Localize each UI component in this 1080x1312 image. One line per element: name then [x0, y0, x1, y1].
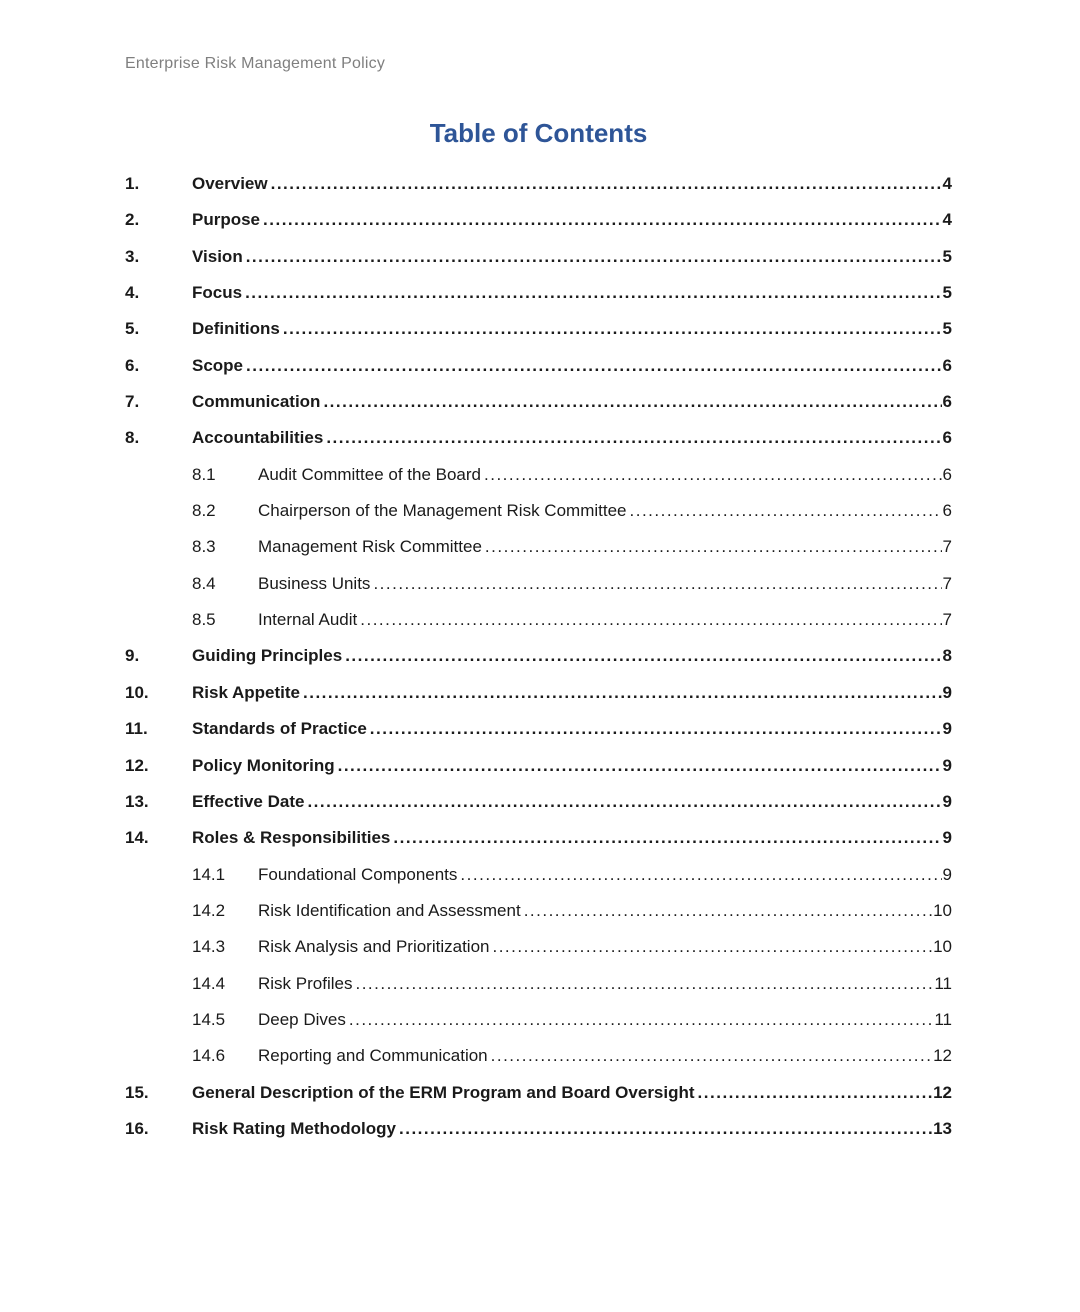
toc-entry-title: Communication: [192, 392, 321, 412]
toc-entry-number: 8.3: [192, 537, 216, 557]
toc-entry-title: Risk Profiles: [258, 973, 353, 993]
toc-entry-number: 12.: [125, 755, 149, 775]
toc-row: [125, 356, 952, 392]
toc-entry-page: 7: [942, 573, 952, 593]
toc-entry-title: Scope: [192, 355, 244, 375]
toc-entry-title: Accountabilities: [192, 428, 324, 448]
toc-dot-leader: [303, 683, 942, 703]
toc-dot-leader: [460, 865, 941, 885]
toc-dot-leader: [524, 901, 932, 921]
toc-entry-title: Risk Analysis and Prioritization: [258, 937, 490, 957]
toc-entry-page: 9: [942, 682, 952, 702]
toc-entry-title: Focus: [192, 283, 243, 303]
toc-dot-leader: [283, 319, 942, 339]
toc-row: [125, 901, 952, 937]
toc-dot-leader: [345, 646, 941, 666]
toc-row: [125, 719, 952, 755]
toc-dot-leader: [360, 610, 941, 630]
toc-entry-page: 6: [942, 355, 952, 375]
toc-entry-number: 14.6: [192, 1046, 226, 1066]
toc-dot-leader: [246, 356, 942, 376]
toc-entry-title: Chairperson of the Management Risk Committee: [258, 501, 627, 521]
toc-dot-leader: [246, 247, 942, 267]
toc-entry-title: Risk Identification and Assessment: [258, 900, 521, 920]
toc-dot-leader: [393, 828, 941, 848]
toc-dot-leader: [307, 792, 941, 812]
toc-row: [125, 756, 952, 792]
toc-entry-number: 15.: [125, 1082, 149, 1102]
toc-entry-number: 9.: [125, 646, 140, 666]
toc-entry-number: 3.: [125, 246, 140, 266]
toc-entry-number: 14.: [125, 828, 149, 848]
toc-entry-title: Risk Appetite: [192, 682, 301, 702]
toc-entry-page: 4: [942, 210, 952, 230]
toc-entry-page: 9: [942, 791, 952, 811]
toc-dot-leader: [245, 283, 941, 303]
toc-entry-page: 6: [942, 428, 952, 448]
toc-entry-title: Definitions: [192, 319, 280, 339]
toc-row: [125, 610, 952, 646]
toc-dot-leader: [492, 937, 932, 957]
toc-entry-number: 5.: [125, 319, 140, 339]
toc-row: [125, 392, 952, 428]
toc-dot-leader: [399, 1119, 932, 1139]
toc-row: [125, 865, 952, 901]
toc-entry-page: 9: [942, 755, 952, 775]
toc-dot-leader: [323, 392, 941, 412]
toc-entry-page: 7: [942, 537, 952, 557]
toc-entry-number: 14.5: [192, 1009, 226, 1029]
toc-entry-page: 9: [942, 719, 952, 739]
document-header-text: Enterprise Risk Management Policy: [125, 55, 386, 72]
toc-row: [125, 247, 952, 283]
toc-entry-number: 8.4: [192, 573, 216, 593]
toc-entry-page: 6: [942, 464, 952, 484]
toc-entry-number: 11.: [125, 719, 148, 739]
toc-dot-leader: [373, 574, 941, 594]
toc-entry-page: 8: [942, 646, 952, 666]
toc-entry-title: Standards of Practice: [192, 719, 367, 739]
toc-entry-title: Internal Audit: [258, 610, 358, 630]
toc-row: [125, 501, 952, 537]
toc-dot-leader: [349, 1010, 933, 1030]
toc-entry-title: Reporting and Communication: [258, 1046, 488, 1066]
toc-row: [125, 319, 952, 355]
toc-entry-number: 8.5: [192, 610, 216, 630]
toc-entry-title: Vision: [192, 246, 243, 266]
toc-row: [125, 428, 952, 464]
toc-dot-leader: [271, 174, 942, 194]
toc-entry-number: 7.: [125, 392, 140, 412]
toc-entry-number: 8.1: [192, 464, 216, 484]
toc-dot-leader: [338, 756, 942, 776]
toc-entry-number: 14.4: [192, 973, 226, 993]
toc-entry-page: 5: [942, 283, 952, 303]
toc-entry-page: 11: [934, 973, 952, 993]
toc-entry-page: 5: [942, 319, 952, 339]
toc-entry-page: 10: [933, 900, 952, 920]
toc-entry-page: 12: [933, 1046, 952, 1066]
toc-row: [125, 646, 952, 682]
toc-entry-page: 11: [934, 1009, 952, 1029]
toc-dot-leader: [326, 428, 941, 448]
toc-entry-title: Overview: [192, 174, 268, 193]
toc-entry-number: 1.: [125, 174, 140, 193]
toc-entry-page: 6: [942, 392, 952, 412]
toc-entry-number: 4.: [125, 283, 140, 303]
toc-dot-leader: [263, 210, 942, 230]
toc-row: [125, 1119, 952, 1155]
toc-entry-title: General Description of the ERM Program and Board Oversight: [192, 1082, 695, 1102]
toc-entry-number: 2.: [125, 210, 140, 230]
toc-entry-title: Effective Date: [192, 791, 305, 811]
toc-row: [125, 828, 952, 864]
toc-entry-page: 7: [942, 610, 952, 630]
toc-entry-number: 8.2: [192, 501, 216, 521]
toc-entry-number: 16.: [125, 1118, 149, 1138]
toc-entry-title: Management Risk Committee: [258, 537, 482, 557]
toc-row: [125, 1046, 952, 1082]
toc-row: [125, 1010, 952, 1046]
toc-entry-title: Business Units: [258, 573, 371, 593]
toc-entry-page: 9: [942, 828, 952, 848]
toc-entry-number: 10.: [125, 682, 149, 702]
toc-entry-title: Risk Rating Methodology: [192, 1118, 396, 1138]
toc-dot-leader: [370, 719, 942, 739]
toc-row: [125, 974, 952, 1010]
toc-row: [125, 792, 952, 828]
toc-entry-number: 13.: [125, 791, 149, 811]
toc-entry-number: 8.: [125, 428, 140, 448]
toc-dot-leader: [491, 1046, 932, 1066]
toc-entry-title: Deep Dives: [258, 1009, 346, 1029]
toc-entry-number: 14.1: [192, 864, 226, 884]
toc-entry-page: 5: [942, 246, 952, 266]
toc-entry-title: Audit Committee of the Board: [258, 464, 482, 484]
toc-entry-page: 12: [933, 1082, 952, 1102]
toc-entry-title: Purpose: [192, 210, 261, 230]
toc-dot-leader: [484, 465, 942, 485]
toc-entry-page: 4: [942, 174, 952, 193]
toc-dot-leader: [698, 1083, 933, 1103]
toc-row: [125, 537, 952, 573]
toc-dot-leader: [355, 974, 933, 994]
toc-row: [125, 1083, 952, 1119]
toc-entry-page: 13: [933, 1118, 952, 1138]
toc-list: [125, 174, 952, 1155]
toc-row: [125, 574, 952, 610]
toc-entry-page: 10: [933, 937, 952, 957]
toc-entry-title: Policy Monitoring: [192, 755, 335, 775]
toc-row: [125, 283, 952, 319]
toc-row: [125, 210, 952, 246]
page-title: Table of Contents: [429, 118, 648, 148]
toc-row: [125, 465, 952, 501]
toc-entry-title: Guiding Principles: [192, 646, 343, 666]
toc-row: [125, 937, 952, 973]
toc-entry-number: 14.2: [192, 900, 226, 920]
toc-dot-leader: [485, 537, 942, 557]
toc-row: [125, 683, 952, 719]
toc-entry-number: 14.3: [192, 937, 226, 957]
toc-entry-page: 6: [942, 501, 952, 521]
toc-entry-title: Roles & Responsibilities: [192, 828, 391, 848]
toc-entry-title: Foundational Components: [258, 864, 458, 884]
toc-dot-leader: [630, 501, 942, 521]
toc-entry-number: 6.: [125, 355, 140, 375]
toc-row: [125, 174, 952, 210]
toc-entry-page: 9: [942, 864, 952, 884]
